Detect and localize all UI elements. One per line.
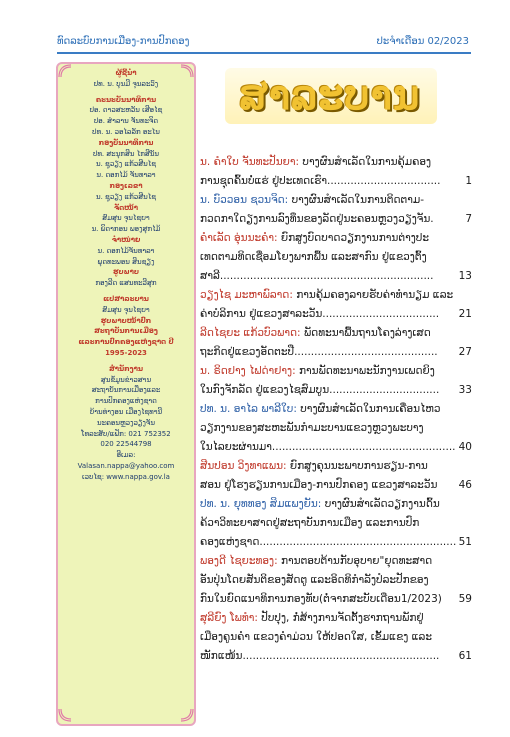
sidebar-text: ປອ. ດາວສະຫວັນ ເສີອໄຊ	[89, 106, 163, 115]
sidebar-heading: ຈັດໜ້າ	[114, 203, 138, 212]
toc-title-text: ຖະກິດຢູ່ແຂວງອັດຕະປື...........................................	[200, 346, 438, 358]
toc-entry	[200, 229, 472, 286]
toc-author: ນ. ຣິດຢາງ ໄຟດ່າຢາງ:	[200, 365, 296, 377]
toc-page-number: 21	[457, 305, 472, 324]
sidebar-heading: ຮູບພາບ	[113, 268, 139, 277]
toc-entry-line	[200, 571, 472, 590]
toc-author: ລີດໄຊຍະ ແກ້ວບົວພາດ:	[200, 327, 301, 339]
toc-title-text: ບາງຜົນສຳເລັດໃນການຕິດຕາມ-	[291, 194, 425, 206]
toc-title-text: ຍົກສູງບົດບາດວຽກງານການຕ່າງປະ	[280, 232, 430, 244]
sidebar-text: ສູນຂໍ້ມູນຂ່າວສານ	[100, 375, 152, 384]
toc-entry	[200, 362, 472, 400]
toc-page-number: 46	[457, 476, 472, 495]
toc-title-text: ປັບປຸງ, ກໍ່ສ້າງການຈັດຕັ້ງຮາກຖານພັກຢູ່	[261, 612, 424, 624]
toc-entry-line	[200, 153, 472, 172]
table-of-contents	[200, 153, 472, 666]
toc-title-text: ສອນ ຢູ່ໂຮງຮຽນການເມືອງ-ການປົກຄອງ ແຂວງສາລະວັນ	[200, 479, 438, 491]
toc-title-text: ໃນກົງຈັກລັດ ຢູ່ແຂວງໄຊສົມບູນ.................................	[200, 384, 440, 396]
toc-page-number: 59	[457, 590, 472, 609]
sidebar-heading: ກອງເລຂາ	[109, 181, 143, 190]
toc-entry	[200, 495, 472, 552]
sidebar-heading: ກອງບັນນາທິການ	[98, 138, 154, 147]
toc-author: ສີນປອນ ວິງທາແພນ:	[200, 460, 287, 472]
toc-entry-line	[200, 552, 472, 571]
toc-title-text: ວຽກງານຂອງສະຫະພັນກຳມະບານແຂວງຫຼວງພະບາງ	[200, 422, 424, 434]
toc-entry-line	[200, 248, 472, 267]
toc-entry-line	[200, 267, 472, 286]
sidebar-heading: ຜູ້ຊີ້ນຳ	[115, 69, 137, 77]
sidebar-text: ເວບໄຊ: www.nappa.gov.la	[82, 472, 170, 481]
toc-entry-line	[200, 172, 472, 191]
toc-title-text: ຄອງແຫ່ງຊາດ...........................................................	[200, 536, 457, 548]
toc-author: ຄຳເລັດ ອຸ່ນນະຄຳ:	[200, 232, 278, 244]
toc-entry-line	[200, 457, 472, 476]
toc-entry	[200, 191, 472, 229]
toc-entry-line	[200, 324, 472, 343]
toc-title-text: ໜັກແໜ້ນ...........................................................	[200, 650, 440, 662]
sidebar-text: ນ. ດອກໄມ້ຈັນທາລາ	[97, 246, 155, 255]
sidebar-heading: ຈຳໜ່າຍ	[111, 235, 141, 244]
toc-title-text: ການຊຸດຄົ້ນບໍ່ແຮ່ ຢູ່ປະເທດເຮົາ..................................	[200, 175, 441, 187]
toc-entry-line	[200, 476, 472, 495]
toc-entry-line	[200, 590, 472, 609]
sidebar-text: ນ. ຊູວຽງ ແກ້ວສີນໄຊ	[96, 192, 156, 201]
toc-entry-line	[200, 647, 472, 666]
toc-entry	[200, 457, 472, 495]
toc-author: ປທ. ນ. ຍຸທທອງ ສິມແພງຍັນ:	[200, 498, 322, 510]
sidebar-heading: ສຳນັກງານ	[108, 364, 144, 373]
toc-title-text: ເມືອງຄູນຄຳ ແຂວງຄຳມ່ວນ ໃຫ້ປອດໃສ, ເຂັ້ມແຂງ ແລະ	[200, 631, 433, 643]
toc-entry-line	[200, 419, 472, 438]
toc-title-text: ກົນໃນຍົດແນາທິການກອງທັບ(ຕໍ່ຈາກສະບັບເດືອນ1/2023)	[200, 593, 442, 605]
toc-entry-line	[200, 286, 472, 305]
sidebar-text: ສົມສຸນ ຈຸນໄຊຍາ	[102, 214, 150, 223]
sidebar-text: ໂທລະສັບ/ແຟັກ: 021 752352	[81, 429, 171, 438]
toc-entry-line	[200, 533, 472, 552]
sidebar-heading: ແລະການປົກຄອງແຫ່ງຊາດ ປີ	[78, 338, 174, 347]
sidebar-text: ກອງລີດ ແສນທະວີສຸກ	[95, 279, 157, 288]
sidebar-text: ບ້ານທ່າງອນ ເມືອງໄຊທານີ	[89, 407, 163, 416]
toc-entry	[200, 400, 472, 457]
toc-title-text: ບາງຜົນສຳເລັດໃນການເຄື່ອນໄຫວ	[300, 403, 441, 415]
editorial-sidebar	[58, 64, 194, 728]
toc-entry-line	[200, 628, 472, 647]
toc-entry-line	[200, 191, 472, 210]
toc-entry	[200, 153, 472, 191]
toc-entry	[200, 324, 472, 362]
toc-page-number: 51	[457, 533, 472, 552]
toc-title-text: ຍົກສູງຄຸນນະພາບການຮຽນ-ການ	[289, 460, 428, 472]
sidebar-text: ນ. ພິດາກອນ ພອງສຸກໄມ້	[91, 225, 161, 234]
toc-author: ສຸລີຍົງ ໂພທຳ:	[200, 612, 258, 624]
toc-entry-line	[200, 381, 472, 400]
toc-title-text: ການຕອບຕ້ານກັບອຸບາຍ"ຍຸດທະສາດ	[280, 555, 433, 567]
sidebar-text: ປທ. ສະນຸກສິນ ໄກສີນັນ	[92, 149, 160, 158]
sidebar-text: ນ. ດອກໄມ້ ຈັນທາລາ	[96, 171, 156, 180]
toc-page-number: 33	[457, 381, 472, 400]
sidebar-text: 020 22544798	[100, 440, 152, 449]
toc-title-text: ຄ່າບໍລິການ ຢູ່ແຂວງສາລະວັນ...................................	[200, 308, 440, 320]
toc-entry-line	[200, 514, 472, 533]
sidebar-text: ພຸດທະພອນ ສິນຊຽງ	[97, 257, 155, 266]
header-rule	[57, 52, 471, 54]
sidebar-text: Valasan.nappa@yahoo.com	[77, 461, 175, 470]
sidebar-heading: ຄະນະບັນນາທິການ	[95, 95, 157, 104]
toc-title-text: ການຄຸ້ມຄອງລາຍຮັບຄ່າທຳນຽມ ແລະ	[296, 289, 454, 301]
toc-title-text: ຄ້ວາວິທະຍາສາດຢູ່ສະຖາບັນການເມືອງ ແລະການປົກ	[200, 517, 420, 529]
toc-entry-line	[200, 305, 472, 324]
header-journal-name: ທົດລະບົບການເມືອງ-ການປົກຄອງ	[57, 36, 190, 47]
toc-title-text: ສາລີ................................................................	[200, 270, 434, 282]
toc-entry	[200, 286, 472, 324]
page-header	[57, 36, 469, 50]
toc-entry-line	[200, 495, 472, 514]
toc-author: ພອງດີ ໄຊຍະທອງ:	[200, 555, 278, 567]
toc-entry-line	[200, 210, 472, 229]
toc-entry-line	[200, 343, 472, 362]
toc-entry-line	[200, 229, 472, 248]
sidebar-text: ປທ. ນ. ວອໄລລັກ ອະໄນ	[92, 127, 160, 136]
toc-page-number: 7	[463, 210, 472, 229]
toc-entry-line	[200, 362, 472, 381]
sidebar-heading: ສະຖາບັນການເມືອງ	[94, 327, 158, 336]
page-title: ສາລະບານ	[239, 72, 421, 119]
toc-page-number: 13	[457, 267, 472, 286]
toc-entry-line	[200, 438, 472, 457]
sidebar-heading: ແປສາລະບານ	[103, 294, 149, 303]
sidebar-text: ປອ. ສຳລານ ຈັນທະຈິດ	[93, 117, 159, 126]
toc-page-number: 1	[463, 172, 472, 191]
toc-title-text: ໃນໄລຍະຜ່ານມາ.......................................................	[200, 441, 456, 453]
toc-author: ປທ. ນ. ອາໄລ ພາລີໃບ:	[200, 403, 297, 415]
sidebar-text: ສົມສຸນ ຈຸນໄຊຍາ	[102, 305, 150, 314]
sidebar-text: ການປົກຄອງແຫ່ງຊາດ	[95, 397, 157, 406]
toc-title-text: ການພັດທະນາພະນັກງານເພດຍິງ	[298, 365, 435, 377]
sidebar-text: ສະຖາບັນການເມືອງແລະ	[91, 386, 161, 395]
toc-title-text: ພັດທະນາພື້ນຖານໂຄງລ່າງເສດ	[303, 327, 431, 339]
toc-title-text: ກວດກາໃດຽງການລົງທຶນຂອງລັດຢູ່ນະຄອນຫຼວງວຽງຈັນ.	[200, 213, 434, 225]
toc-author: ນ. ບົວວອນ ຊວນຈິດ:	[200, 194, 289, 206]
sidebar-text: ອີເມລ:	[116, 451, 136, 460]
toc-entry-line	[200, 609, 472, 628]
toc-page-number: 61	[457, 647, 472, 666]
sidebar-text: ນະຄອນຫຼວງວຽງຈັນ	[97, 418, 155, 427]
sidebar-text: ປທ. ນ. ບຸນມີ ຈຸນລະວົງ	[93, 79, 159, 88]
toc-title-text: ບາງຜົນສຳເລັດໃນການຄຸ້ມຄອງ	[302, 156, 432, 168]
sidebar-heading: ຮູບພາບໜ້າປົກ	[100, 316, 152, 325]
toc-page-number: 40	[457, 438, 472, 457]
toc-author: ນ. ຄຳໃບ ຈັນທະປັນຍາ:	[200, 156, 300, 168]
toc-title-text: ເທດຕາມທິດເຊື່ອມໂຍງພາກພື້ນ ແລະສາກົນ ຢູ່ແຂວງຕົ້ງ	[200, 251, 427, 263]
toc-title-text: ບາງຜົນສຳເລັດວຽກງານດົ້ນ	[324, 498, 440, 510]
sidebar-heading: 1995-2023	[105, 348, 147, 357]
toc-entry	[200, 552, 472, 609]
toc-entry-line	[200, 400, 472, 419]
sidebar-text: ນ. ຊູວຽງ ແກ້ວສີນໄຊ	[96, 160, 156, 169]
toc-entry	[200, 609, 472, 666]
header-issue: ປະຈຳເດືອນ 02/2023	[376, 36, 469, 47]
toc-author: ວຽງໄຊ ມະຫາພົລາດ:	[200, 289, 293, 301]
toc-title-text: ອັນປຸ່ນໂດຍສັນຕິຂອງສັດຕູ ແລະອິດທິກຳລັງປໍລະປັກຂອງ	[200, 574, 429, 586]
toc-page-number: 27	[457, 343, 472, 362]
